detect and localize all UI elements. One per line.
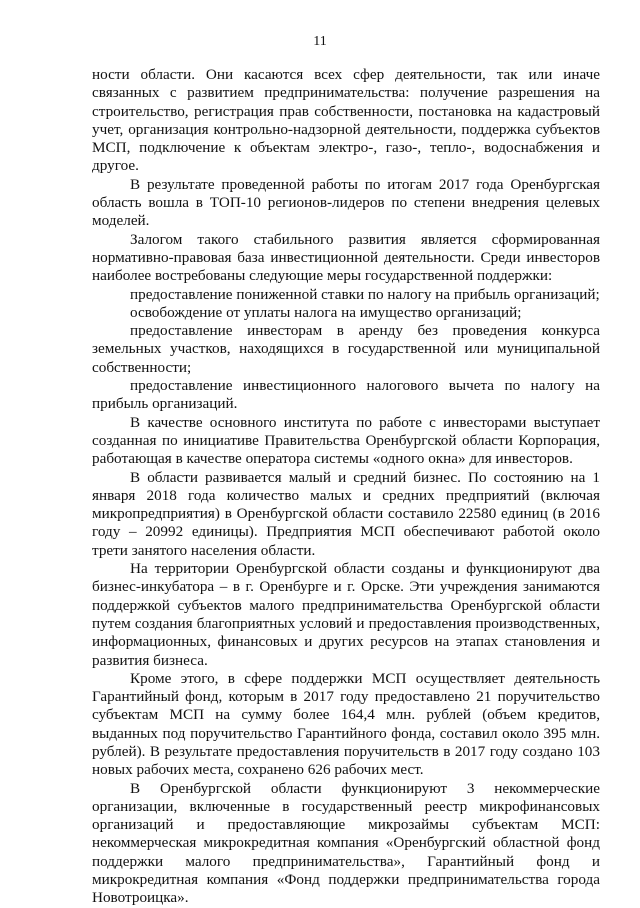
paragraph-business-incubators: На территории Оренбургской области созданы и функционируют два бизнес-инкубатора – в г. Оренбурге и г. Орске. Эти учреждения занимаются поддержкой субъектов малого предпринимательства Оренбургской области путем создания благоприятных условий и предоставления производственных, информационных, финансовых и других ресурсов на этапах становления и развития бизнеса. xyxy=(92,560,600,669)
paragraph-guarantee-fund: Кроме этого, в сфере поддержки МСП осуществляет деятельность Гарантийный фонд, которым в 2017 году предоставлено 21 поручительство субъектам МСП на сумму более 164,4 млн. рублей (объем кредитов, выданных под поручительство Гарантийного фонда, составил около 395 млн. рублей). В результате предоставления поручительств в 2017 году создано 103 новых рабочих места, сохранено 626 рабочих мест. xyxy=(92,669,600,779)
paragraph-small-business: В области развивается малый и средний бизнес. По состоянию на 1 января 2018 года количество малых и средних предприятий (включая микропредприятия) в Оренбургской области составило 22580 единиц (в 2016 году – 20992 единицы). Предприятия МСП обеспечивают работой около трети занятого населения области. xyxy=(92,468,600,559)
page-number: 11 xyxy=(313,34,327,49)
list-item-land-lease: предоставление инвесторам в аренду без проведения конкурса земельных участков, находящихся в государственной или муниципальной собственности; xyxy=(92,322,600,376)
list-item-investment-deduction: предоставление инвестиционного налогового вычета по налогу на прибыль организаций. xyxy=(92,377,600,413)
list-item-property-tax-exemption: освобождение от уплаты налога на имущество организаций; xyxy=(130,303,522,321)
paragraph-legal-base: Залогом такого стабильного развития является сформированная нормативно-правовая база инвестиционной деятельности. Среди инвесторов наиболее востребованы следующие меры государственной поддержки: xyxy=(92,230,600,285)
paragraph-microfinance: В Оренбургской области функционируют 3 некоммерческие организации, включенные в государственный реестр микрофинансовых организаций и предоставляющие микрозаймы субъектам МСП: некоммерческая микрокредитная компания «Оренбургский областной фонд поддержки малого предпринимательства», Гарантийный фонд и микрокредитная компания «Фонд поддержки предпринимательства города Новотроицка». xyxy=(92,779,600,907)
list-item-reduced-tax-rate: предоставление пониженной ставки по налогу на прибыль организаций; xyxy=(130,285,600,303)
paragraph-corporation: В качестве основного института по работе с инвесторами выступает созданная по инициативе Правительства Оренбургской области Корпорация, работающая в качестве оператора системы «одного окна» для инвесторов. xyxy=(92,413,600,468)
body-text xyxy=(92,66,600,908)
paragraph-continuation: ности области. Они касаются всех сфер деятельности, так или иначе связанных с развитием предпринимательства: получение разрешения на строительство, регистрация прав собственности, постановка на кадастровый учет, организация контрольно-надзорной деятельности, поддержка субъектов МСП, подключение к объектам электро-, газо-, тепло-, водоснабжения и другое. xyxy=(92,66,600,175)
paragraph-top10-result: В результате проведенной работы по итогам 2017 года Оренбургская область вошла в ТОП-10 регионов-лидеров по степени внедрения целевых моделей. xyxy=(92,175,600,230)
